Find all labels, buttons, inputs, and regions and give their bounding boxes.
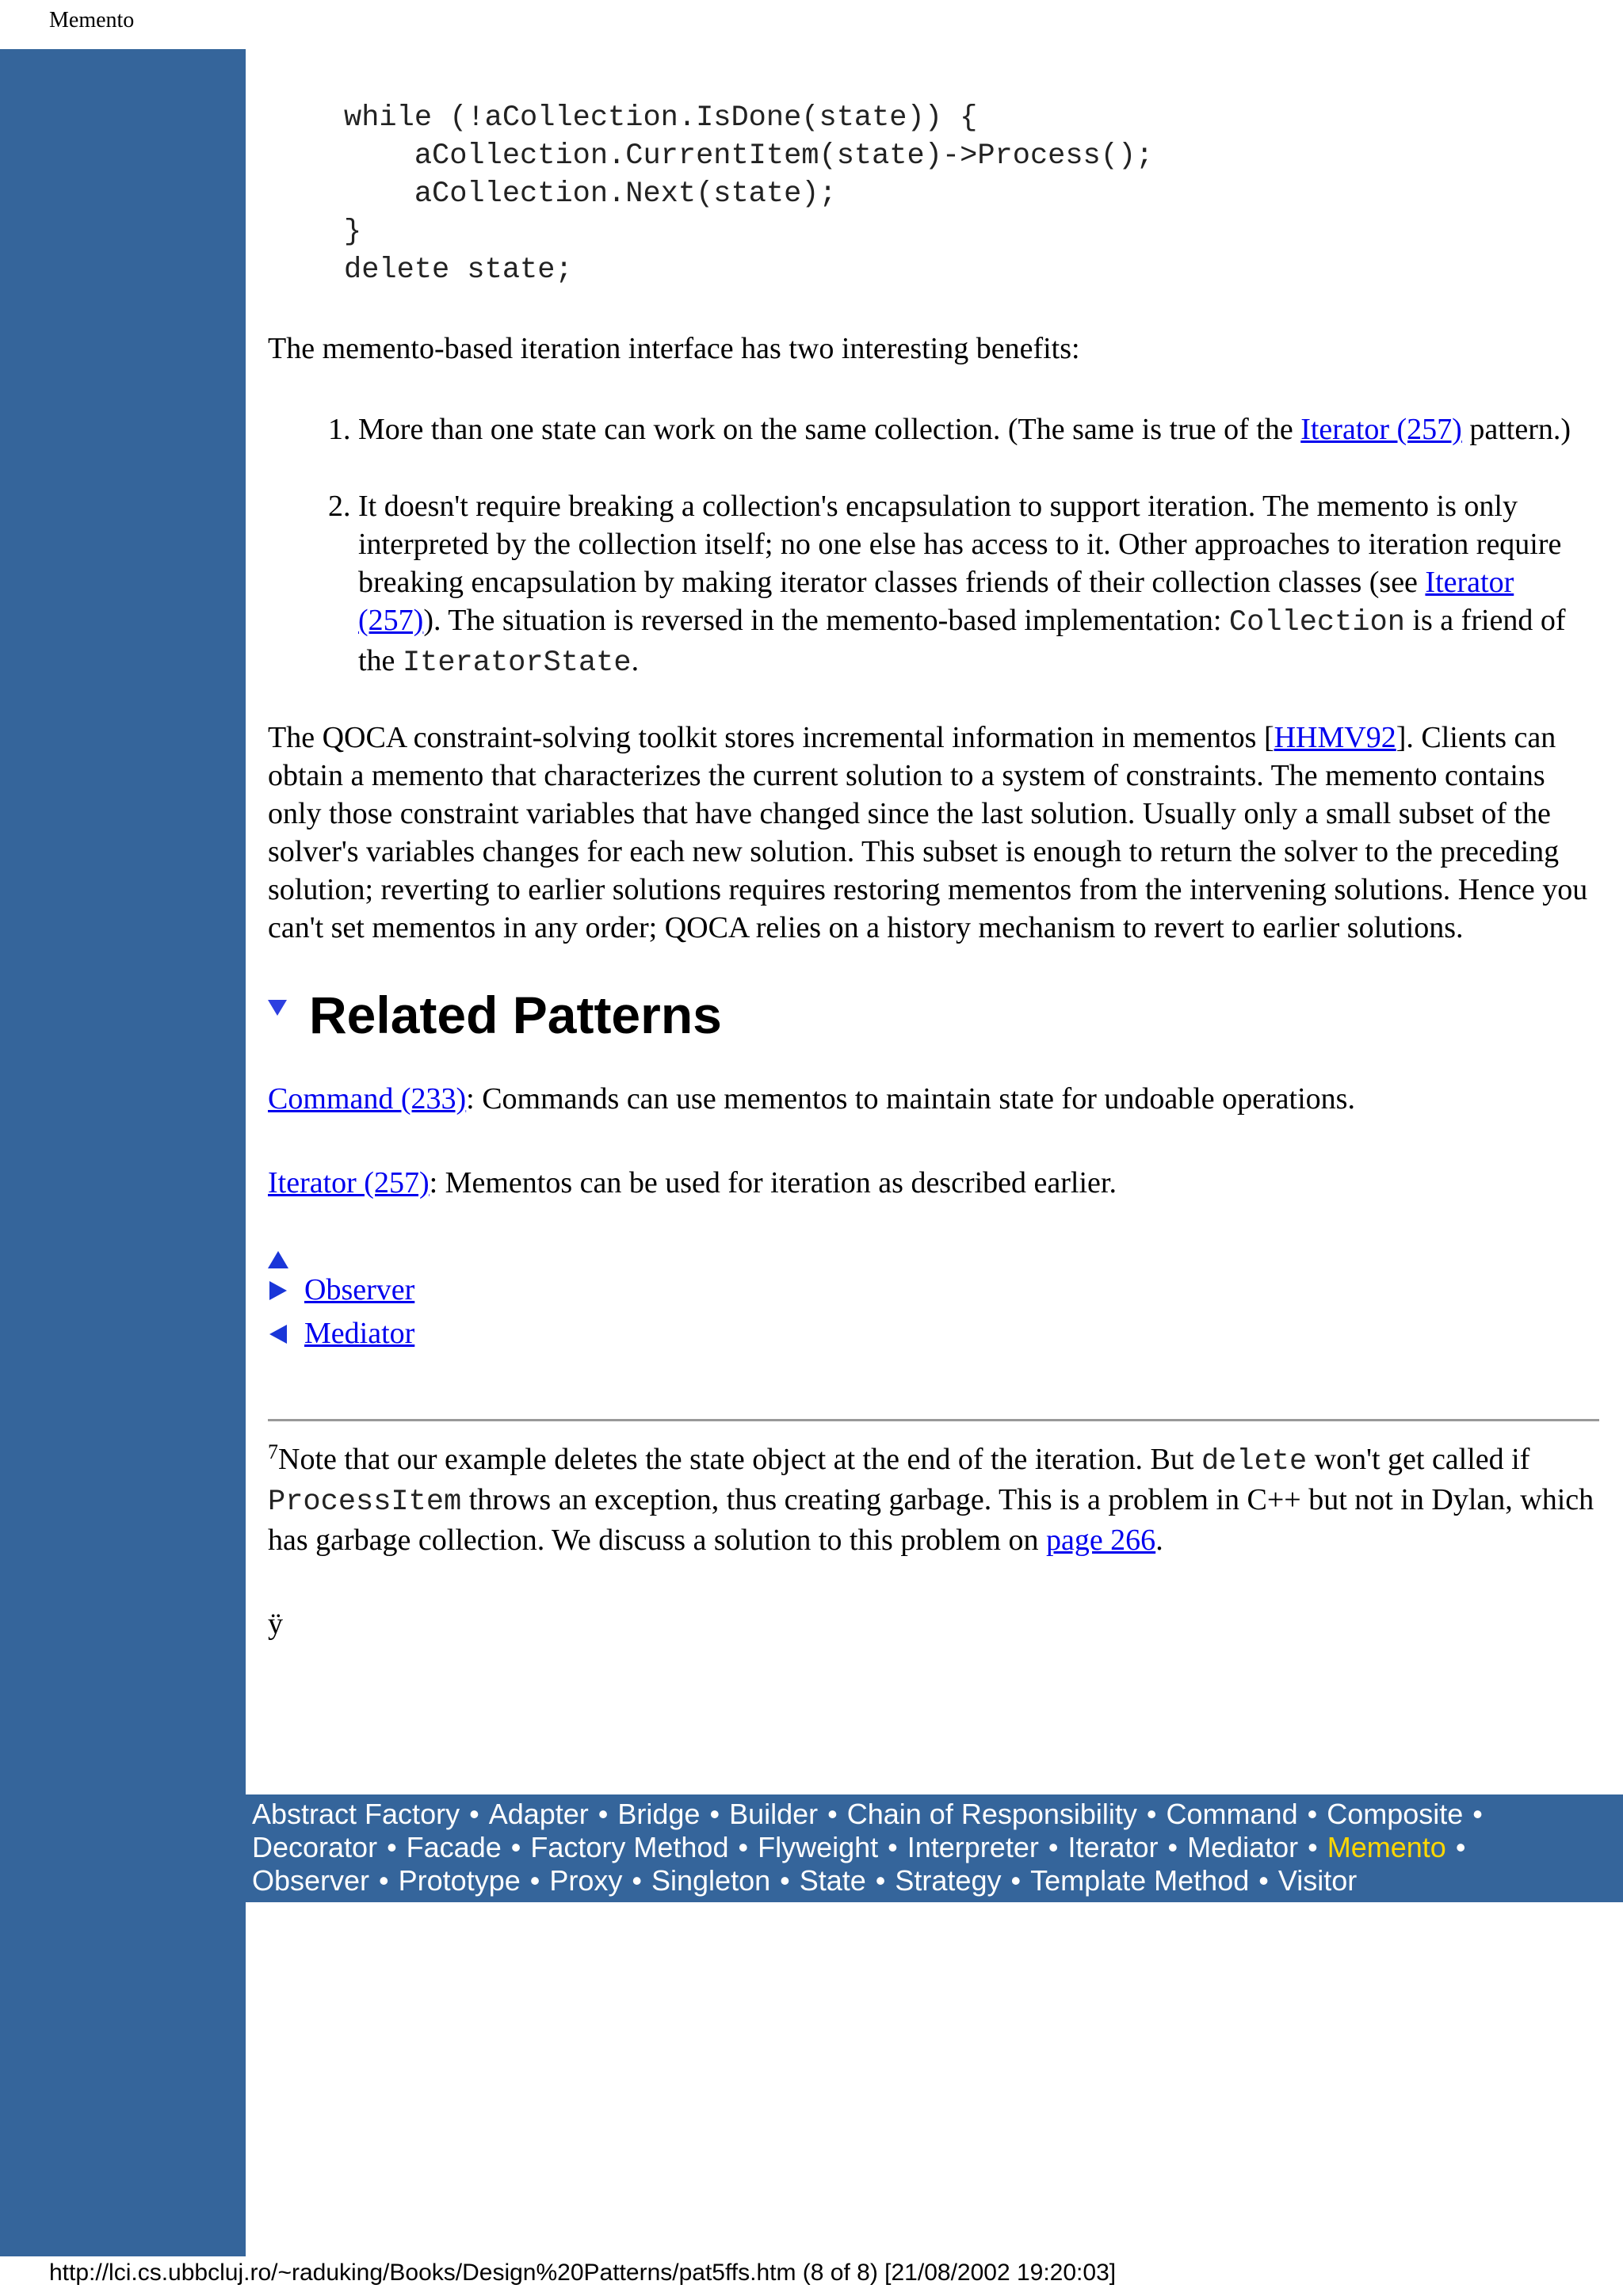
pattern-link-visitor[interactable]: Visitor — [1277, 1864, 1358, 1897]
page-navigation — [268, 1251, 1599, 1356]
main-content — [268, 99, 1599, 1643]
benefit-text: . — [631, 644, 640, 677]
pattern-link-state[interactable]: State — [799, 1864, 866, 1897]
pattern-link-bridge[interactable]: Bridge — [617, 1798, 701, 1830]
benefit-item-2 — [358, 487, 1599, 682]
nav-up — [268, 1251, 1599, 1268]
footnote-number: 7 — [268, 1440, 278, 1463]
bullet-separator: • — [1167, 1831, 1178, 1863]
related-iterator — [268, 1164, 1599, 1202]
pattern-link-memento[interactable]: Memento — [1327, 1831, 1446, 1863]
bullet-separator: • — [387, 1831, 397, 1863]
heading-text: Related Patterns — [309, 986, 722, 1044]
benefit-text: ). The situation is reversed in the memento-based implementation: — [423, 604, 1229, 637]
page-266-link[interactable]: page 266 — [1045, 1524, 1156, 1557]
benefit-text: It doesn't require breaking a collection's encapsulation to support iteration. The memento is only interpreted by the collection itself; no one else has access to it. Other approaches to iteration require breaking encapsulation by making iterator classes friends of their collection classes (see — [358, 490, 1562, 599]
iterator-link[interactable]: Iterator (257) — [1300, 413, 1462, 446]
pattern-link-template-method[interactable]: Template Method — [1030, 1864, 1250, 1897]
pattern-row — [252, 1864, 1623, 1897]
bullet-separator: • — [875, 1864, 886, 1897]
code-line: while (!aCollection.IsDone(state)) { — [344, 101, 978, 135]
code-processitem: ProcessItem — [268, 1486, 462, 1519]
bullet-separator: • — [1010, 1864, 1022, 1897]
code-delete: delete — [1201, 1445, 1308, 1478]
bullet-separator: • — [510, 1831, 521, 1863]
left-sidebar — [0, 49, 246, 2256]
pattern-link-observer[interactable]: Observer — [252, 1864, 370, 1897]
code-line: delete state; — [344, 254, 573, 287]
benefit-text: pattern.) — [1461, 413, 1571, 446]
bullet-separator: • — [1048, 1831, 1059, 1863]
pattern-link-factory-method[interactable]: Factory Method — [530, 1831, 729, 1863]
pattern-navigation-bar — [246, 1794, 1623, 1902]
pattern-link-decorator[interactable]: Decorator — [252, 1831, 378, 1863]
collapse-triangle-icon[interactable] — [268, 1000, 287, 1016]
benefit-text: is a friend of the — [358, 604, 1566, 677]
nav-prev — [268, 1312, 1599, 1356]
bullet-separator: • — [1308, 1831, 1318, 1863]
bullet-separator: • — [888, 1831, 898, 1863]
code-line: aCollection.Next(state); — [344, 177, 837, 211]
bullet-separator: • — [1307, 1798, 1318, 1830]
footnote-text: throws an exception, thus creating garbage. This is a problem in C++ but not in Dylan, which has garbage collection. We discuss a solution to this problem on — [268, 1483, 1594, 1557]
related-patterns-heading — [268, 983, 1599, 1047]
pattern-row — [252, 1798, 1623, 1831]
bullet-separator: • — [632, 1864, 642, 1897]
pattern-link-singleton[interactable]: Singleton — [651, 1864, 771, 1897]
pattern-link-strategy[interactable]: Strategy — [895, 1864, 1002, 1897]
command-link[interactable]: Command (233) — [268, 1082, 467, 1116]
pattern-link-chain-of-responsibility[interactable]: Chain of Responsibility — [846, 1798, 1137, 1830]
iterator-link[interactable]: Iterator (257) — [268, 1166, 430, 1199]
hhmv92-link[interactable]: HHMV92 — [1274, 721, 1396, 754]
footnote-text: won't get called if — [1307, 1443, 1530, 1476]
code-iteratorstate: IteratorState — [402, 646, 632, 680]
bullet-separator: • — [780, 1864, 790, 1897]
related-text: : Mementos can be used for iteration as described earlier. — [429, 1166, 1117, 1199]
code-line: } — [344, 215, 362, 249]
up-arrow-icon[interactable] — [268, 1251, 288, 1268]
pattern-link-adapter[interactable]: Adapter — [488, 1798, 589, 1830]
stray-glyph: ÿ — [268, 1608, 283, 1641]
qoca-paragraph — [268, 719, 1599, 947]
bullet-separator: • — [709, 1798, 720, 1830]
bullet-separator: • — [1258, 1864, 1269, 1897]
related-text: : Commands can use mementos to maintain state for undoable operations. — [466, 1082, 1355, 1116]
bullet-separator: • — [1455, 1831, 1466, 1863]
code-line: aCollection.CurrentItem(state)->Process(); — [344, 139, 1154, 173]
pattern-link-flyweight[interactable]: Flyweight — [758, 1831, 879, 1863]
bullet-separator: • — [827, 1798, 838, 1830]
bullet-separator: • — [379, 1864, 389, 1897]
code-block — [344, 99, 1599, 289]
bullet-separator: • — [738, 1831, 749, 1863]
print-header-title: Memento — [49, 8, 135, 32]
iterator-link[interactable]: Iterator (257) — [358, 566, 1514, 637]
intro-paragraph: The memento-based iteration interface has two interesting benefits: — [268, 332, 1080, 365]
pattern-link-composite[interactable]: Composite — [1327, 1798, 1464, 1830]
qoca-text: ]. Clients can obtain a memento that characterizes the current solution to a system of constraints. The memento contains only those constraint variables that have changed since the last solution. Usually only a small subset of the solver's variables changes for each new solution. This subset is enough to return the solver to the preceding solution; reverting to earlier solutions requires restoring mementos from the intervening solutions. Hence you can't set mementos in any order; QOCA relies on a history mechanism to revert to earlier solutions. — [268, 721, 1588, 944]
mediator-link[interactable]: Mediator — [304, 1317, 415, 1350]
pattern-link-interpreter[interactable]: Interpreter — [907, 1831, 1039, 1863]
nav-next — [268, 1268, 1599, 1312]
related-command — [268, 1080, 1599, 1118]
next-arrow-icon[interactable] — [269, 1281, 287, 1300]
footnote-text: . — [1155, 1524, 1163, 1557]
print-footer-url: http://lci.cs.ubbcluj.ro/~raduking/Books/Design%20Patterns/pat5ffs.htm (8 of 8) [21/08/2002 19:20:03] — [49, 2260, 1117, 2286]
bullet-separator: • — [598, 1798, 609, 1830]
bullet-separator: • — [1146, 1798, 1157, 1830]
pattern-link-mediator[interactable]: Mediator — [1187, 1831, 1299, 1863]
benefit-item-1 — [358, 408, 1599, 451]
pattern-link-prototype[interactable]: Prototype — [398, 1864, 521, 1897]
pattern-link-command[interactable]: Command — [1166, 1798, 1298, 1830]
pattern-link-iterator[interactable]: Iterator — [1067, 1831, 1159, 1863]
bullet-separator: • — [529, 1864, 540, 1897]
bullet-separator: • — [469, 1798, 479, 1830]
pattern-link-facade[interactable]: Facade — [406, 1831, 502, 1863]
footnote-divider — [268, 1419, 1599, 1421]
pattern-link-proxy[interactable]: Proxy — [549, 1864, 623, 1897]
footnote-text: Note that our example deletes the state object at the end of the iteration. But — [278, 1443, 1201, 1476]
pattern-link-abstract-factory[interactable]: Abstract Factory — [252, 1798, 460, 1830]
observer-link[interactable]: Observer — [304, 1273, 415, 1306]
code-collection: Collection — [1228, 606, 1405, 639]
benefits-list — [268, 408, 1599, 682]
pattern-link-builder[interactable]: Builder — [729, 1798, 819, 1830]
bullet-separator: • — [1472, 1798, 1483, 1830]
footnote — [268, 1440, 1599, 1559]
benefit-text: More than one state can work on the same collection. (The same is true of the — [358, 413, 1301, 446]
prev-arrow-icon[interactable] — [269, 1325, 287, 1344]
qoca-text: The QOCA constraint-solving toolkit stores incremental information in mementos [ — [268, 721, 1274, 754]
pattern-row — [252, 1831, 1623, 1864]
